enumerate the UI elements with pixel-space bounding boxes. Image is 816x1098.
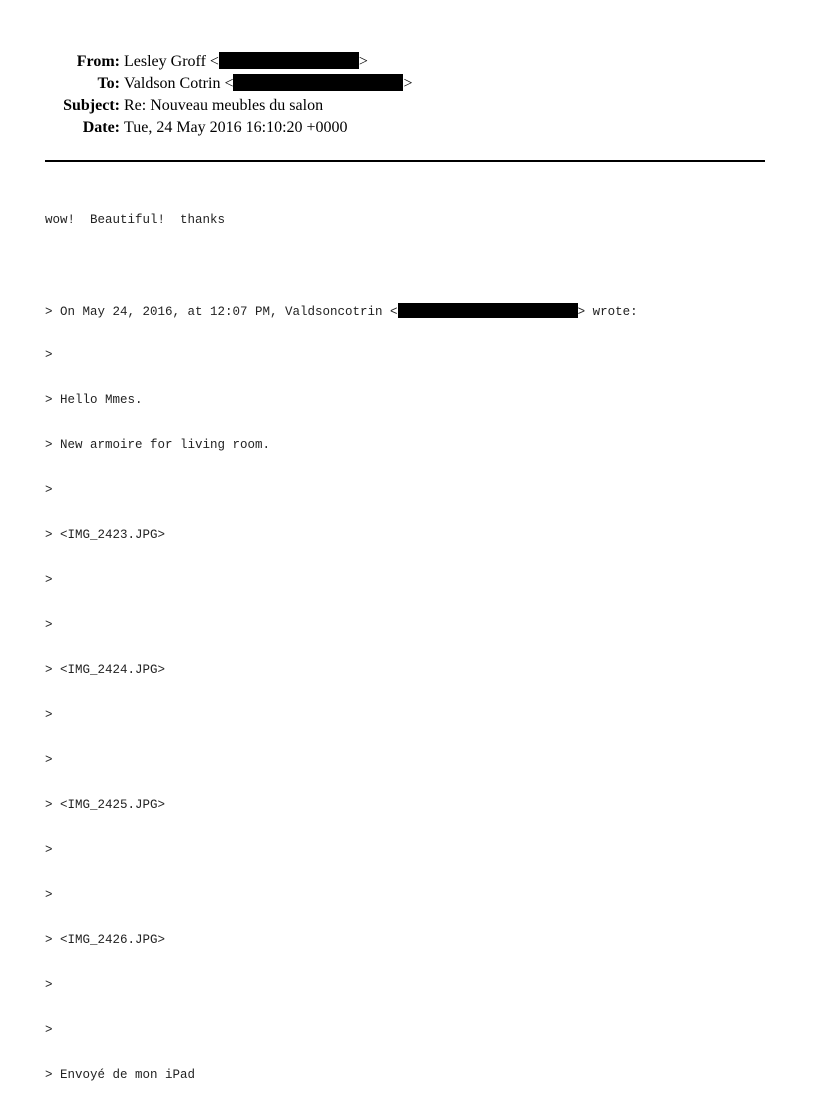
reply-text: wow! Beautiful! thanks xyxy=(45,213,226,227)
quote-intro-before: > On May 24, 2016, at 12:07 PM, Valdsoncotrin < xyxy=(45,305,398,319)
quoted-line: > xyxy=(45,888,53,902)
date-value: Tue, 24 May 2016 16:10:20 +0000 xyxy=(124,119,348,136)
quoted-line: > xyxy=(45,978,53,992)
quoted-attachment: > <IMG_2424.JPG> xyxy=(45,663,166,677)
quote-intro-after: > wrote: xyxy=(577,305,638,319)
quoted-line: > Hello Mmes. xyxy=(45,393,143,407)
quoted-line: > xyxy=(45,843,53,857)
email-body xyxy=(45,183,765,1098)
blank-line xyxy=(45,258,765,273)
date-label: Date: xyxy=(82,119,120,136)
from-value xyxy=(124,51,368,73)
redacted-from-email xyxy=(219,52,359,69)
quoted-line: > xyxy=(45,753,53,767)
to-label: To: xyxy=(97,75,120,92)
to-close: > xyxy=(403,75,413,92)
quoted-attachment: > <IMG_2425.JPG> xyxy=(45,798,166,812)
subject-row xyxy=(0,95,816,117)
subject-label: Subject: xyxy=(63,97,120,114)
quoted-line: > xyxy=(45,708,53,722)
quoted-line: > xyxy=(45,618,53,632)
quoted-attachment: > <IMG_2423.JPG> xyxy=(45,528,166,542)
quoted-line: > xyxy=(45,1023,53,1037)
to-name: Valdson Cotrin < xyxy=(124,75,234,92)
quoted-line: > xyxy=(45,483,53,497)
quote-intro xyxy=(45,303,765,318)
quoted-line: > xyxy=(45,573,53,587)
from-row xyxy=(0,51,816,73)
quoted-line: > New armoire for living room. xyxy=(45,438,271,452)
redacted-quoted-email xyxy=(398,303,578,318)
header-divider xyxy=(45,160,765,162)
quoted-signature: > Envoyé de mon iPad xyxy=(45,1068,196,1082)
email-header xyxy=(0,51,816,139)
from-label: From: xyxy=(76,53,120,70)
from-close: > xyxy=(358,53,368,70)
subject-value: Re: Nouveau meubles du salon xyxy=(124,97,324,114)
quoted-attachment: > <IMG_2426.JPG> xyxy=(45,933,166,947)
redacted-to-email xyxy=(233,74,403,91)
date-row xyxy=(0,117,816,139)
to-value xyxy=(124,73,413,95)
to-row xyxy=(0,73,816,95)
quoted-line: > xyxy=(45,348,53,362)
from-name: Lesley Groff < xyxy=(124,53,219,70)
